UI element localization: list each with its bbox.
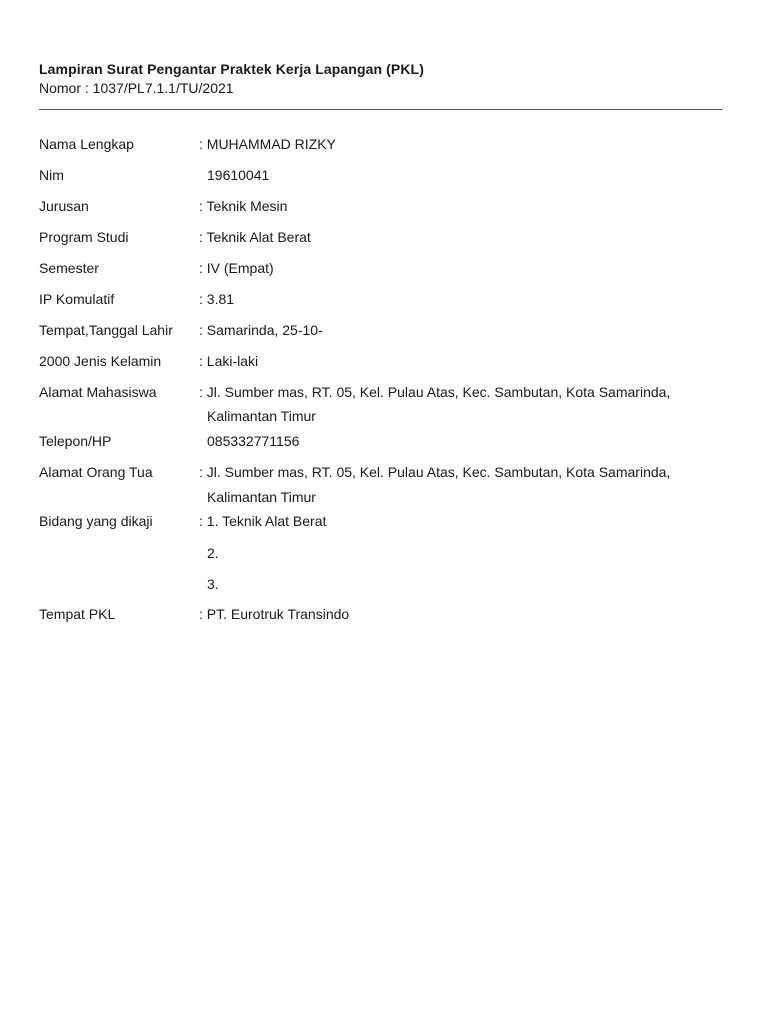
- jurusan-label: Jurusan: [39, 198, 89, 214]
- tempat-pkl-label: Tempat PKL: [39, 606, 116, 622]
- jenis-kelamin-label: 2000 Jenis Kelamin: [39, 353, 162, 369]
- alamat-orang-tua-line1: : Jl. Sumber mas, RT. 05, Kel. Pulau Atas, Kec. Sambutan, Kota Samarinda,: [199, 464, 671, 480]
- bidang-item-1: : 1. Teknik Alat Berat: [199, 513, 327, 529]
- tempat-pkl-value: : PT. Eurotruk Transindo: [199, 606, 350, 622]
- ttl-value: : Samarinda, 25-10-: [199, 322, 323, 338]
- document-number: Nomor : 1037/PL7.1.1/TU/2021: [39, 80, 234, 96]
- alamat-mahasiswa-line1: : Jl. Sumber mas, RT. 05, Kel. Pulau Atas, Kec. Sambutan, Kota Samarinda,: [199, 384, 671, 400]
- semester-label: Semester: [39, 260, 99, 276]
- bidang-item-3: 3.: [207, 576, 219, 592]
- nim-value: 19610041: [207, 167, 270, 183]
- ipk-value: : 3.81: [199, 291, 235, 307]
- nama-label: Nama Lengkap: [39, 136, 134, 152]
- nama-value: : MUHAMMAD RIZKY: [199, 136, 336, 152]
- document-title: Lampiran Surat Pengantar Praktek Kerja Lapangan (PKL): [39, 61, 424, 77]
- ipk-label: IP Komulatif: [39, 291, 115, 307]
- prodi-value: : Teknik Alat Berat: [199, 229, 311, 245]
- telepon-label: Telepon/HP: [39, 433, 112, 449]
- bidang-label: Bidang yang dikaji: [39, 513, 153, 529]
- telepon-value: 085332771156: [207, 433, 300, 449]
- nim-label: Nim: [39, 167, 64, 183]
- alamat-orang-tua-label: Alamat Orang Tua: [39, 464, 153, 480]
- jurusan-value: : Teknik Mesin: [199, 198, 288, 214]
- prodi-label: Program Studi: [39, 229, 129, 245]
- jenis-kelamin-value: : Laki-laki: [199, 353, 259, 369]
- ttl-label: Tempat,Tanggal Lahir: [39, 322, 173, 338]
- alamat-mahasiswa-label: Alamat Mahasiswa: [39, 384, 157, 400]
- bidang-item-2: 2.: [207, 545, 219, 561]
- header-divider: [39, 109, 722, 110]
- semester-value: : IV (Empat): [199, 260, 274, 276]
- alamat-mahasiswa-line2: Kalimantan Timur: [207, 408, 316, 424]
- alamat-orang-tua-line2: Kalimantan Timur: [207, 489, 316, 505]
